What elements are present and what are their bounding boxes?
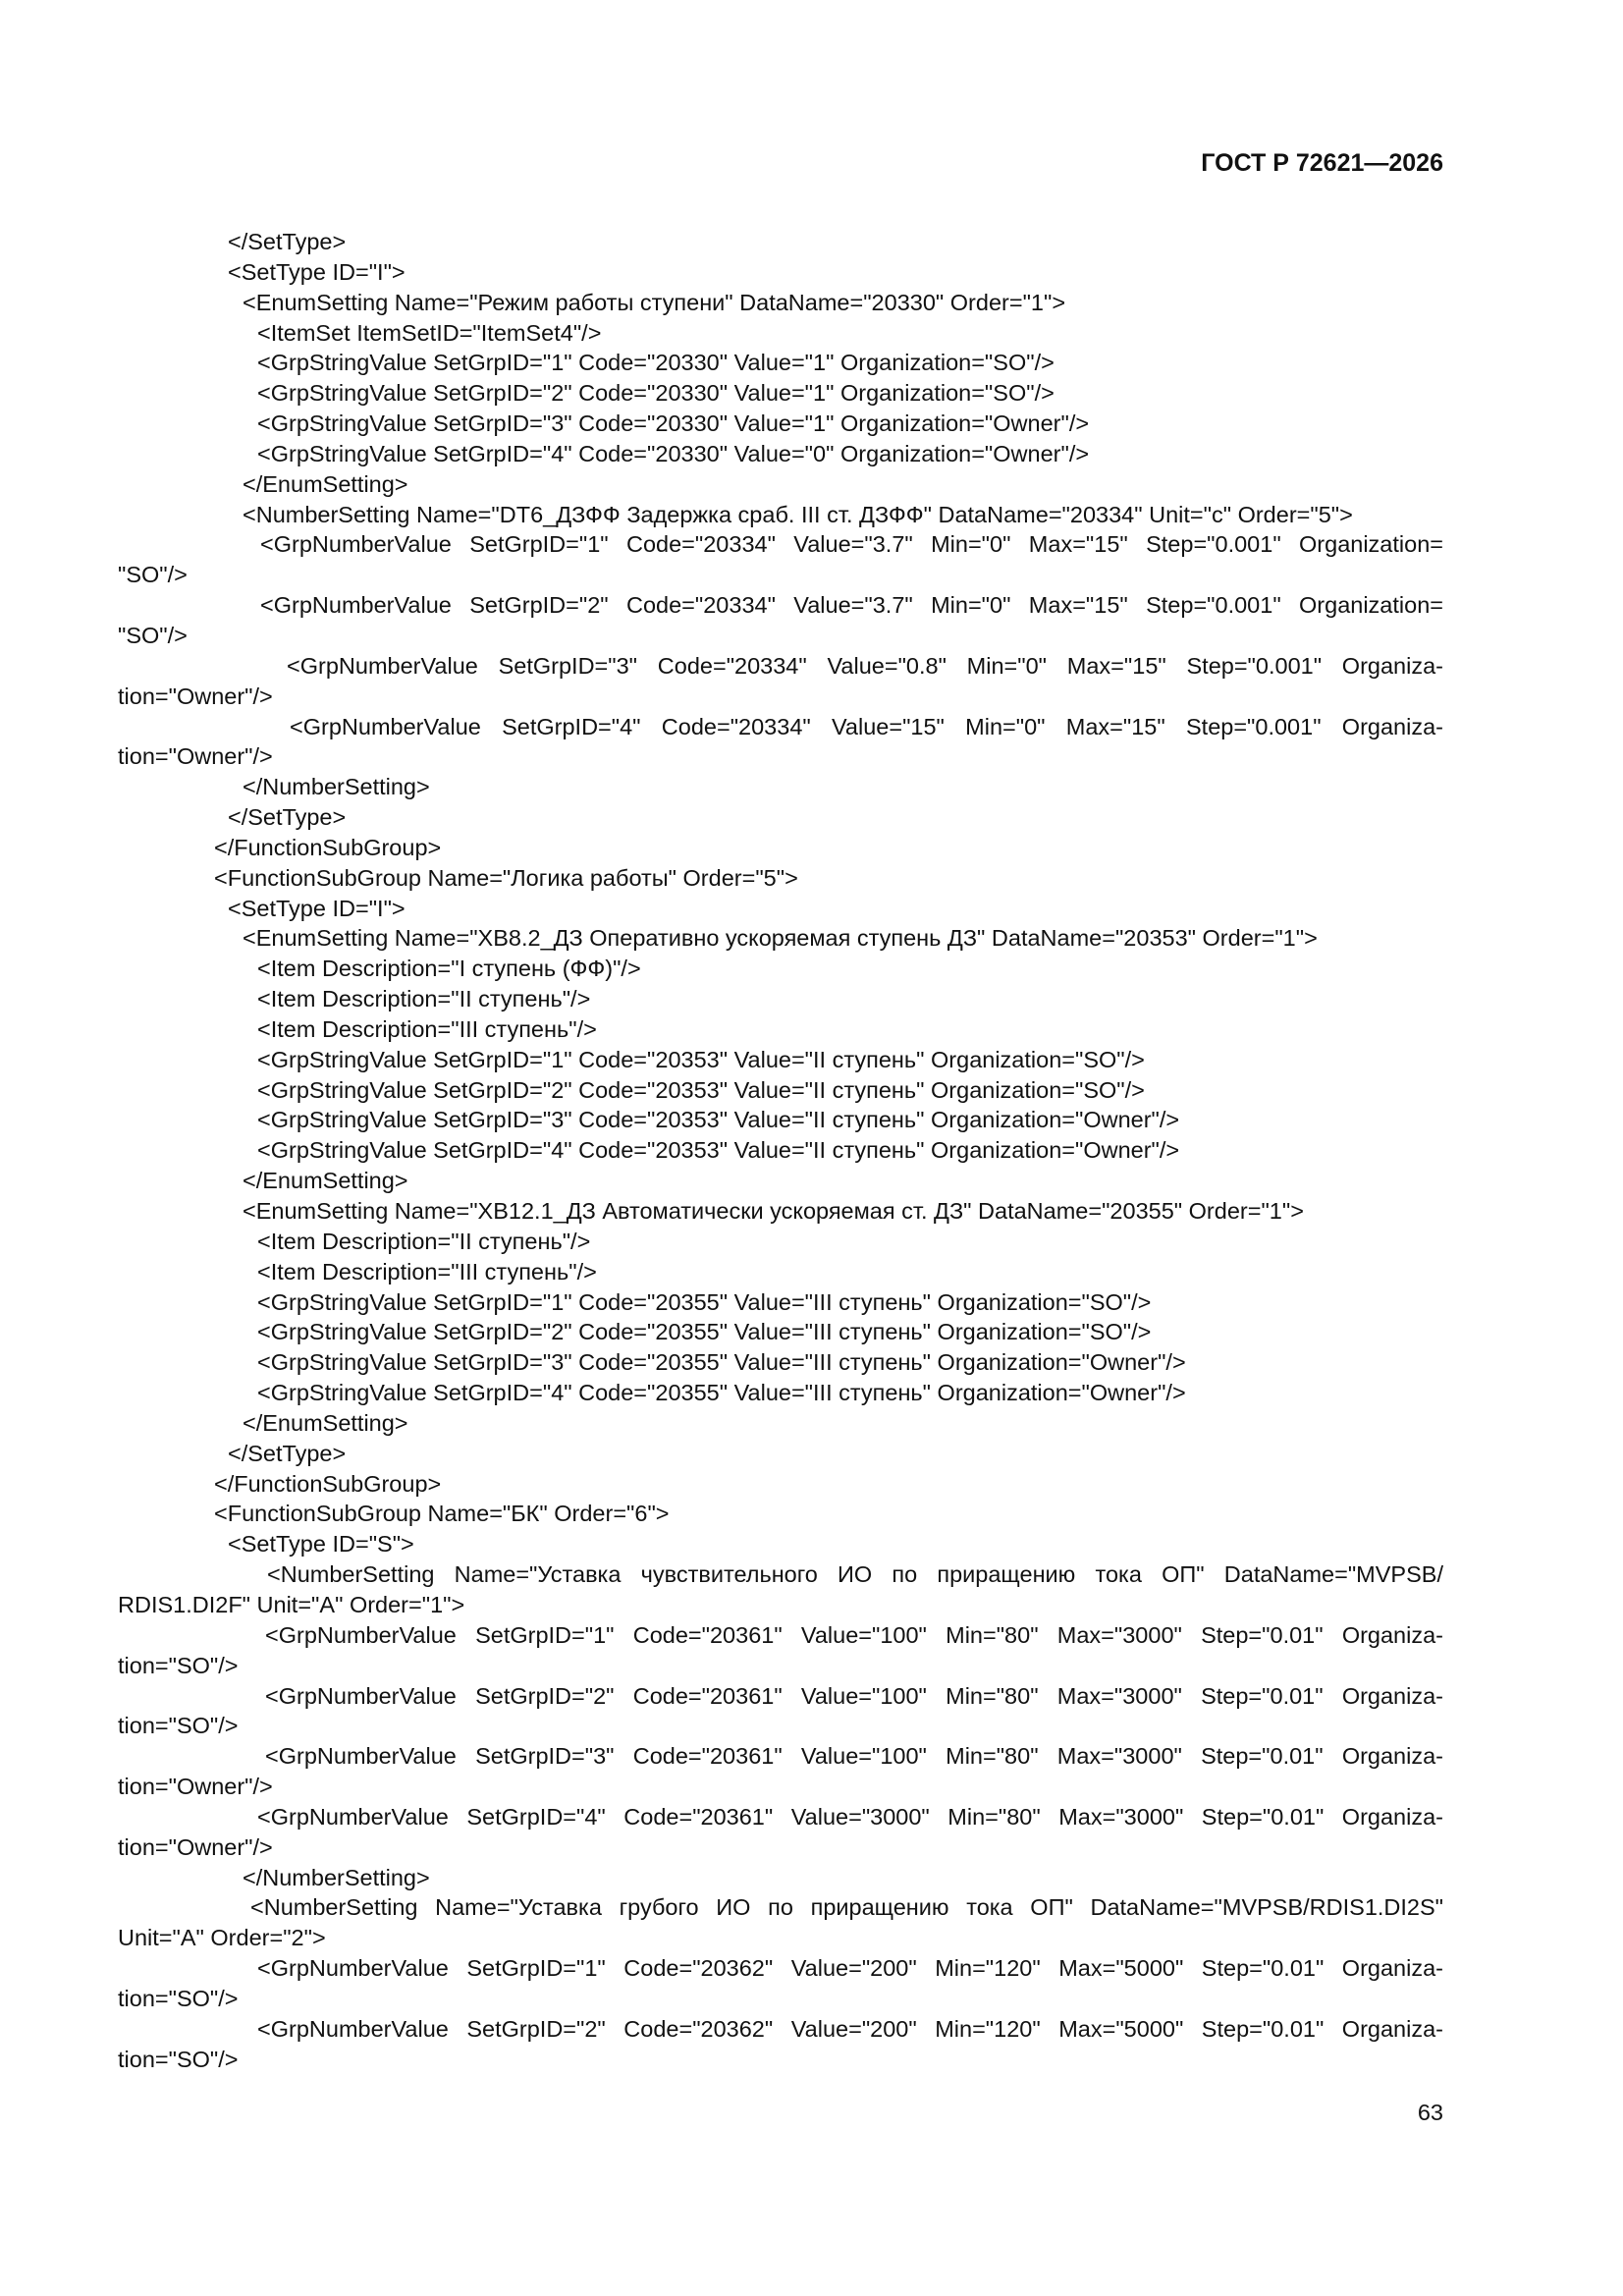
- code-line: <Item Description="III ступень"/>: [257, 1258, 597, 1285]
- code-line: <GrpNumberValue SetGrpID="4" Code="20334" Value="15" Min="0" Max="15" Step="0.001" Organiza-: [290, 713, 1443, 739]
- code-line: tion="Owner"/>: [118, 1833, 273, 1860]
- code-line: </EnumSetting>: [243, 1168, 408, 1194]
- code-line: <GrpNumberValue SetGrpID="3" Code="20334" Value="0.8" Min="0" Max="15" Step="0.001" Organiza-: [287, 652, 1443, 679]
- code-line: </SetType>: [228, 804, 347, 831]
- code-line: <GrpStringValue SetGrpID="4" Code="20355" Value="III ступень" Organization="Owner"/>: [257, 1380, 1186, 1406]
- code-line: </EnumSetting>: [243, 470, 408, 497]
- code-line: </NumberSetting>: [243, 1864, 430, 1890]
- code-line: <GrpStringValue SetGrpID="3" Code="20355" Value="III ступень" Organization="Owner"/>: [257, 1349, 1186, 1376]
- code-line: <Item Description="II ступень"/>: [257, 1228, 591, 1254]
- code-line: </EnumSetting>: [243, 1409, 408, 1436]
- code-line: <GrpStringValue SetGrpID="2" Code="20353" Value="II ступень" Organization="SO"/>: [257, 1076, 1145, 1103]
- code-line: </NumberSetting>: [243, 774, 430, 800]
- code-line: </SetType>: [228, 229, 347, 254]
- code-line: <GrpNumberValue SetGrpID="4" Code="20361" Value="3000" Min="80" Max="3000" Step="0.01" Organiza-: [257, 1803, 1443, 1830]
- code-line: <GrpNumberValue SetGrpID="2" Code="20362" Value="200" Min="120" Max="5000" Step="0.01" Organiza-: [257, 2015, 1443, 2042]
- code-line: Unit="A" Order="2">: [118, 1925, 326, 1951]
- code-line: </SetType>: [228, 1440, 347, 1466]
- code-line: <NumberSetting Name="Уставка грубого ИО по приращению тока ОП" DataName="MVPSB/RDIS1.DI2S": [250, 1894, 1443, 1921]
- code-line: <NumberSetting Name="Уставка чувствительного ИО по приращению тока ОП" DataName="MVPSB/: [267, 1561, 1443, 1588]
- code-line: tion="Owner"/>: [118, 1774, 273, 1800]
- code-line: <NumberSetting Name="DT6_ДЗФФ Задержка сраб. III ст. ДЗФФ" DataName="20334" Unit="c" Order="5">: [243, 501, 1353, 527]
- code-line: <GrpStringValue SetGrpID="4" Code="20353" Value="II ступень" Organization="Owner"/>: [257, 1137, 1180, 1164]
- code-line: <GrpStringValue SetGrpID="2" Code="20330" Value="1" Organization="SO"/>: [257, 380, 1055, 407]
- code-line: </FunctionSubGroup>: [214, 1470, 442, 1497]
- code-line: tion="SO"/>: [118, 2046, 239, 2072]
- code-line: <SetType ID="S">: [228, 1531, 414, 1558]
- code-line: <GrpStringValue SetGrpID="3" Code="20330" Value="1" Organization="Owner"/>: [257, 410, 1090, 437]
- code-line: <GrpNumberValue SetGrpID="1" Code="20361" Value="100" Min="80" Max="3000" Step="0.01" Organiza-: [265, 1621, 1443, 1648]
- code-line: <GrpStringValue SetGrpID="1" Code="20353" Value="II ступень" Organization="SO"/>: [257, 1046, 1145, 1072]
- code-line: RDIS1.DI2F" Unit="A" Order="1">: [118, 1591, 465, 1617]
- xml-listing: [118, 227, 1443, 2074]
- code-line: <GrpNumberValue SetGrpID="1" Code="20362" Value="200" Min="120" Max="5000" Step="0.01" Organiza-: [257, 1955, 1443, 1982]
- code-line: "SO"/>: [118, 562, 188, 588]
- code-line: <GrpStringValue SetGrpID="3" Code="20353" Value="II ступень" Organization="Owner"/>: [257, 1107, 1180, 1133]
- code-line: <FunctionSubGroup Name="Логика работы" Order="5">: [214, 864, 798, 891]
- code-line: tion="SO"/>: [118, 1713, 239, 1739]
- code-line: tion="Owner"/>: [118, 683, 273, 709]
- code-line: </FunctionSubGroup>: [214, 834, 442, 860]
- code-line: <EnumSetting Name="XB12.1_ДЗ Автоматически ускоряемая ст. ДЗ" DataName="20355" Order="1">: [243, 1198, 1304, 1224]
- code-line: <GrpStringValue SetGrpID="1" Code="20330" Value="1" Organization="SO"/>: [257, 350, 1055, 376]
- code-line: <GrpStringValue SetGrpID="4" Code="20330" Value="0" Organization="Owner"/>: [257, 440, 1090, 466]
- code-line: <GrpStringValue SetGrpID="1" Code="20355" Value="III ступень" Organization="SO"/>: [257, 1288, 1152, 1315]
- code-line: <GrpNumberValue SetGrpID="1" Code="20334" Value="3.7" Min="0" Max="15" Step="0.001" Organization=: [260, 531, 1443, 558]
- code-line: <EnumSetting Name="XB8.2_ДЗ Оперативно ускоряемая ступень ДЗ" DataName="20353" Order="1">: [243, 925, 1318, 952]
- code-line: tion="SO"/>: [118, 1652, 239, 1678]
- document-header: ГОСТ Р 72621—2026: [1201, 149, 1443, 177]
- code-line: tion="SO"/>: [118, 1985, 239, 2011]
- code-line: <SetType ID="I">: [228, 258, 406, 285]
- code-line: tion="Owner"/>: [118, 743, 273, 770]
- code-line: <ItemSet ItemSetID="ItemSet4"/>: [257, 319, 602, 346]
- code-line: <Item Description="II ступень"/>: [257, 986, 591, 1012]
- code-line: <EnumSetting Name="Режим работы ступени" DataName="20330" Order="1">: [243, 289, 1066, 315]
- code-line: <GrpNumberValue SetGrpID="2" Code="20334" Value="3.7" Min="0" Max="15" Step="0.001" Organization=: [260, 592, 1443, 619]
- code-line: <GrpStringValue SetGrpID="2" Code="20355" Value="III ступень" Organization="SO"/>: [257, 1319, 1152, 1345]
- code-line: <SetType ID="I">: [228, 895, 406, 921]
- code-line: <Item Description="I ступень (ФФ)"/>: [257, 956, 641, 982]
- code-line: <GrpNumberValue SetGrpID="2" Code="20361" Value="100" Min="80" Max="3000" Step="0.01" Organiza-: [265, 1682, 1443, 1709]
- code-line: <GrpNumberValue SetGrpID="3" Code="20361" Value="100" Min="80" Max="3000" Step="0.01" Organiza-: [265, 1743, 1443, 1770]
- code-line: <Item Description="III ступень"/>: [257, 1015, 597, 1042]
- page-number: 63: [1417, 2100, 1443, 2125]
- code-line: "SO"/>: [118, 622, 188, 648]
- code-line: <FunctionSubGroup Name="БК" Order="6">: [214, 1501, 670, 1527]
